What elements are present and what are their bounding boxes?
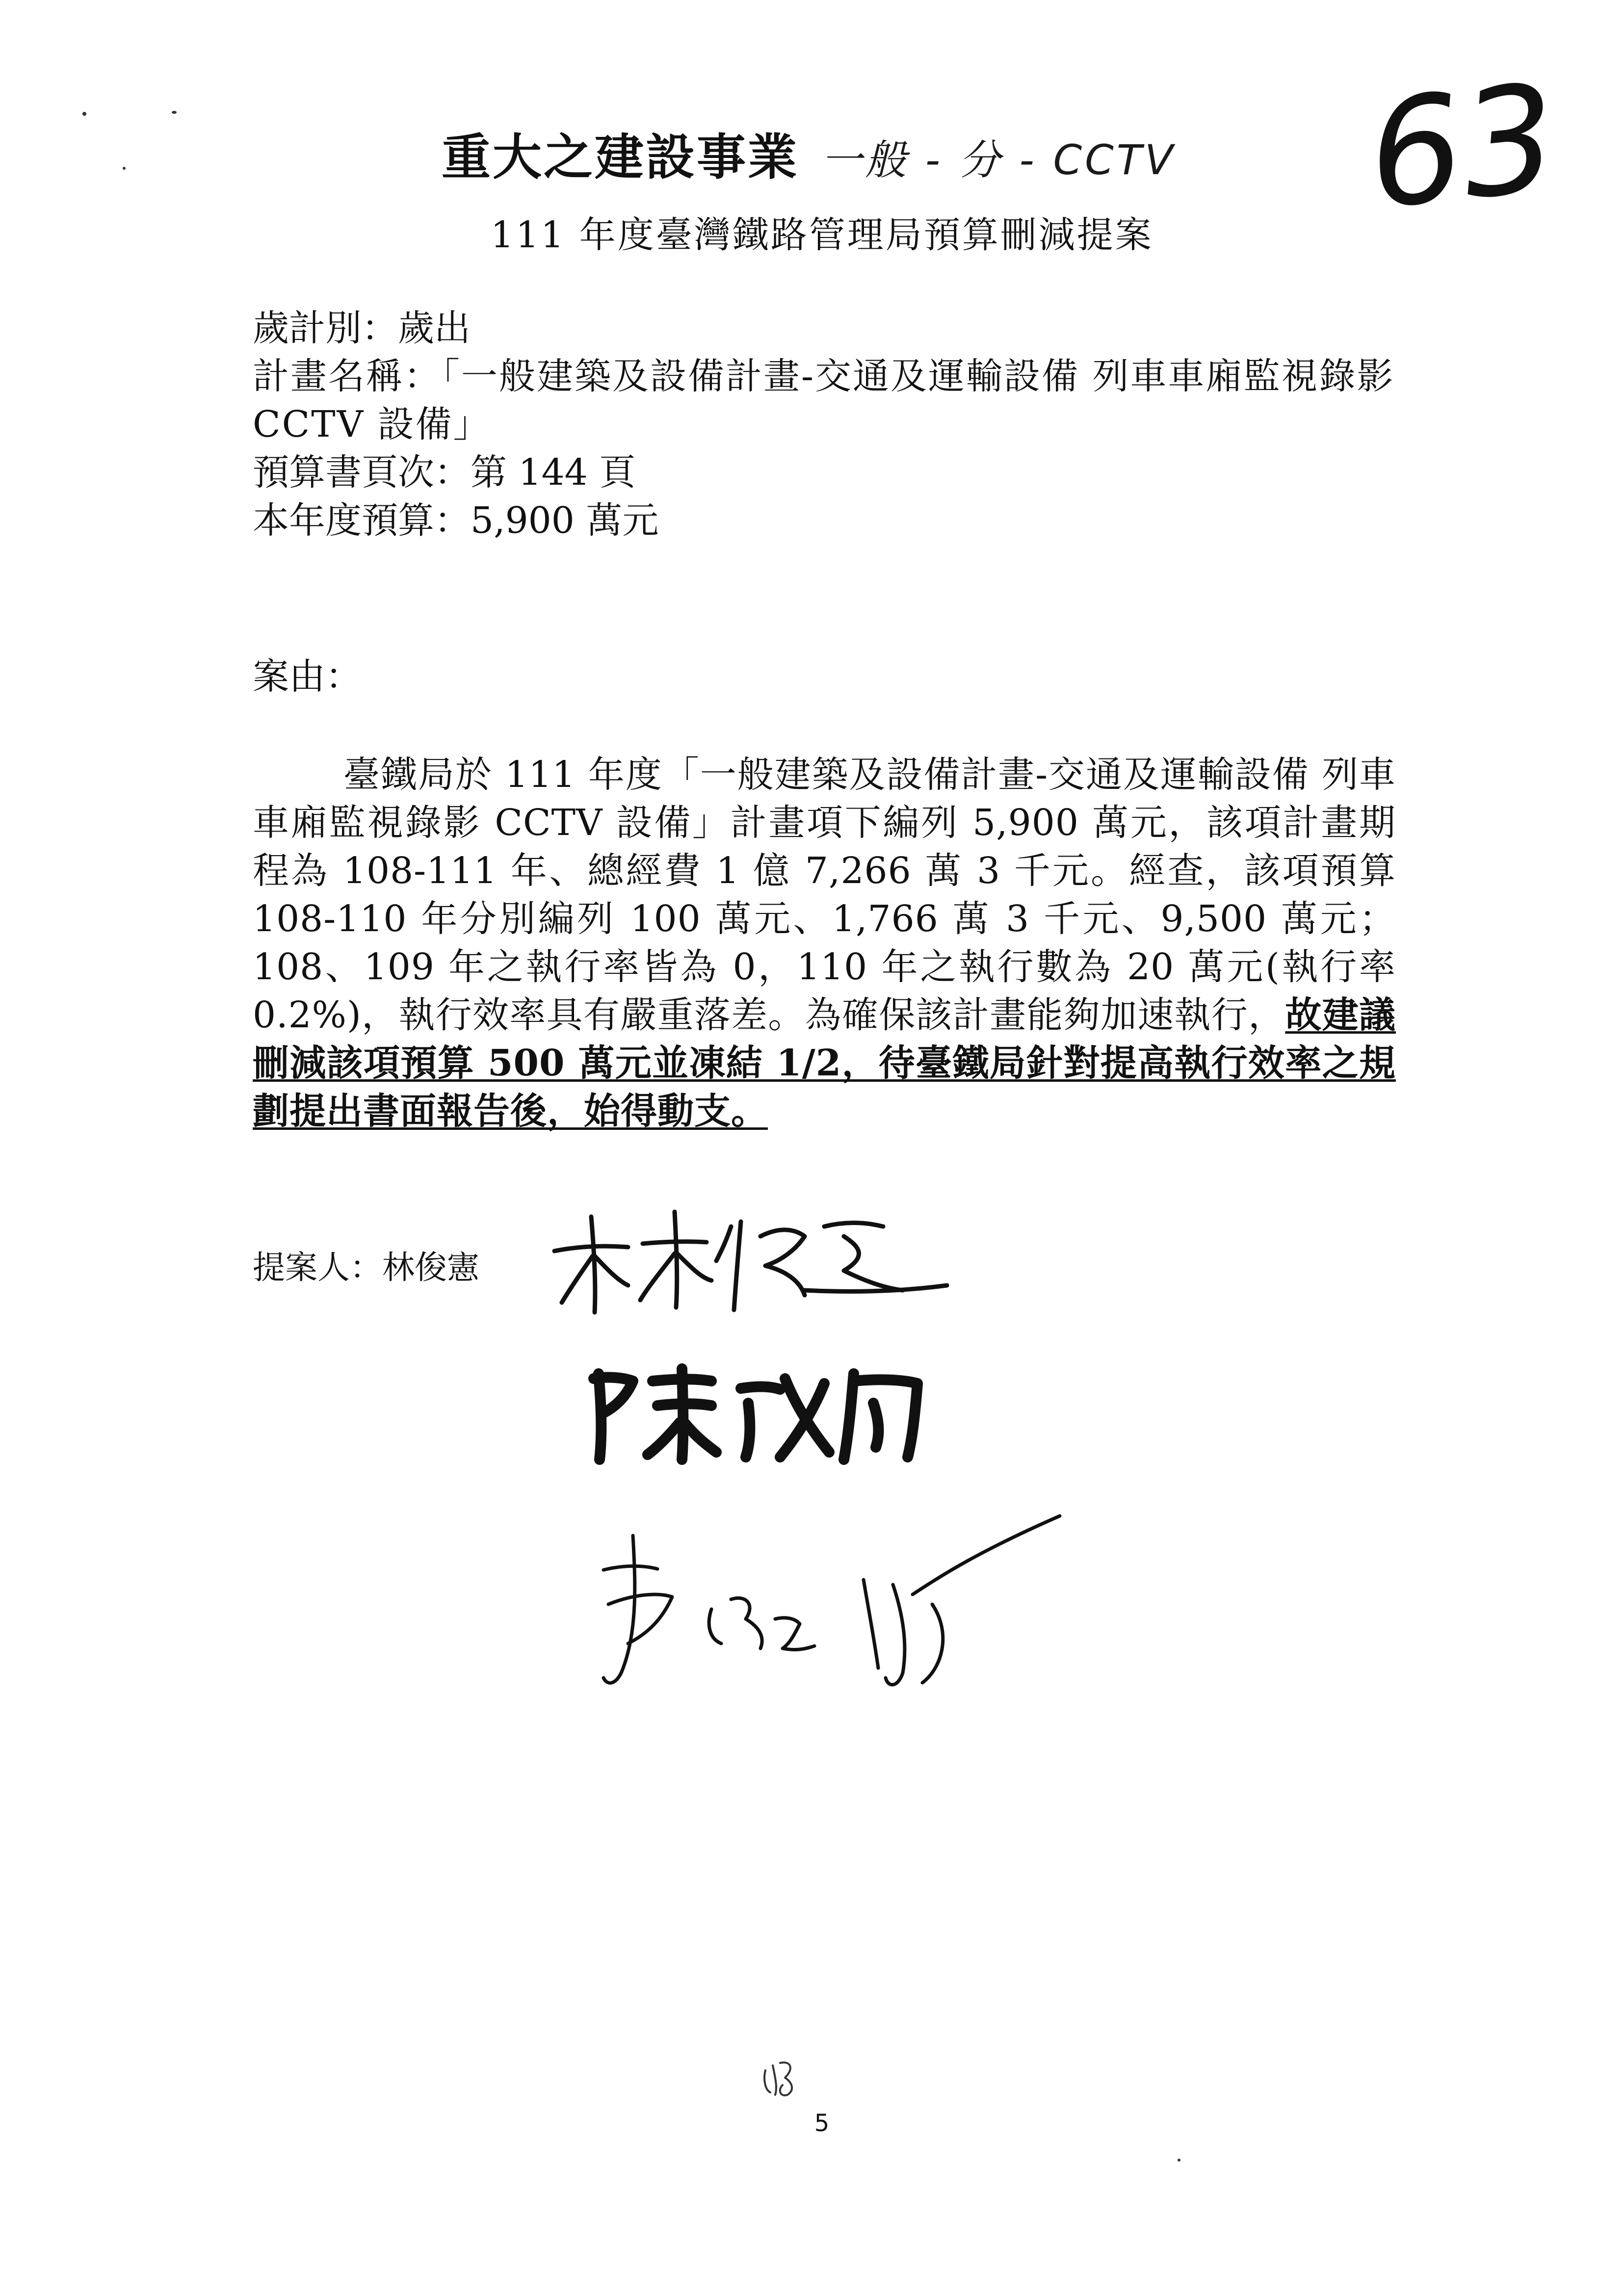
page-number: 5 bbox=[814, 2110, 830, 2137]
signature-1 bbox=[550, 1207, 952, 1320]
handwritten-initial-mark bbox=[756, 2051, 800, 2102]
project-label: 計畫名稱： bbox=[253, 355, 442, 397]
budget-type-row bbox=[253, 304, 1396, 352]
budget-type-value: 歲出 bbox=[398, 307, 471, 349]
annual-budget-label: 本年度預算： bbox=[253, 499, 471, 542]
project-row bbox=[253, 352, 1396, 448]
handwritten-category-note: 一般 - 分 - CCTV bbox=[821, 136, 1176, 184]
signature-3 bbox=[589, 1506, 1070, 1712]
reason-label: 案由： bbox=[253, 655, 362, 698]
reason-body bbox=[253, 751, 1396, 1135]
document-subtitle: 111 年度臺灣鐵路管理局預算刪減提案 bbox=[491, 214, 1153, 256]
info-block bbox=[253, 304, 1396, 545]
handwritten-page-mark: 63 bbox=[1360, 52, 1565, 242]
reason-body-text: 臺鐵局於 111 年度「一般建築及設備計畫-交通及運輸設備 列車車廂監視錄影 CCTV 設備」計畫項下編列 5,900 萬元，該項計畫期程為 108-111 年、總經費 1 億 7,266 萬 3 千元。經查，該項預算 108-110 年分別編列 100 萬元、1,766 萬 3 千元、9,500 萬元；108、109 年之執行率皆為 0，110 年之執行數為 20 萬元(執行率 0.2%)，執行效率具有嚴重落差。為確保該計畫能夠加速執行， bbox=[253, 754, 1396, 1036]
signature-2 bbox=[579, 1359, 932, 1467]
budget-page-value: 第 144 頁 bbox=[471, 451, 636, 494]
budget-type-label: 歲計別： bbox=[253, 307, 398, 349]
scan-speck bbox=[82, 112, 86, 116]
proposer-name: 林俊憲 bbox=[382, 1249, 479, 1286]
scan-speck bbox=[1178, 2159, 1180, 2162]
scan-speck bbox=[123, 167, 126, 170]
header bbox=[442, 118, 1176, 188]
scan-speck bbox=[172, 111, 177, 114]
budget-page-label: 預算書頁次： bbox=[253, 451, 471, 494]
project-value: 「一般建築及設備計畫-交通及運輸設備 列車車廂監視錄影 CCTV 設備」 bbox=[253, 355, 1395, 445]
proposer-label: 提案人： bbox=[253, 1249, 382, 1286]
proposer-line bbox=[253, 1241, 479, 1288]
annual-budget-value: 5,900 萬元 bbox=[471, 499, 659, 542]
annual-budget-row bbox=[253, 496, 1396, 545]
budget-page-row bbox=[253, 448, 1396, 496]
header-title: 重大之建設事業 bbox=[442, 128, 799, 186]
reason-emphasis: 故建議刪減該項預算 500 萬元並凍結 1/2，待臺鐵局針對提高執行效率之規劃提出書面報告後，始得動支。 bbox=[253, 994, 1396, 1132]
